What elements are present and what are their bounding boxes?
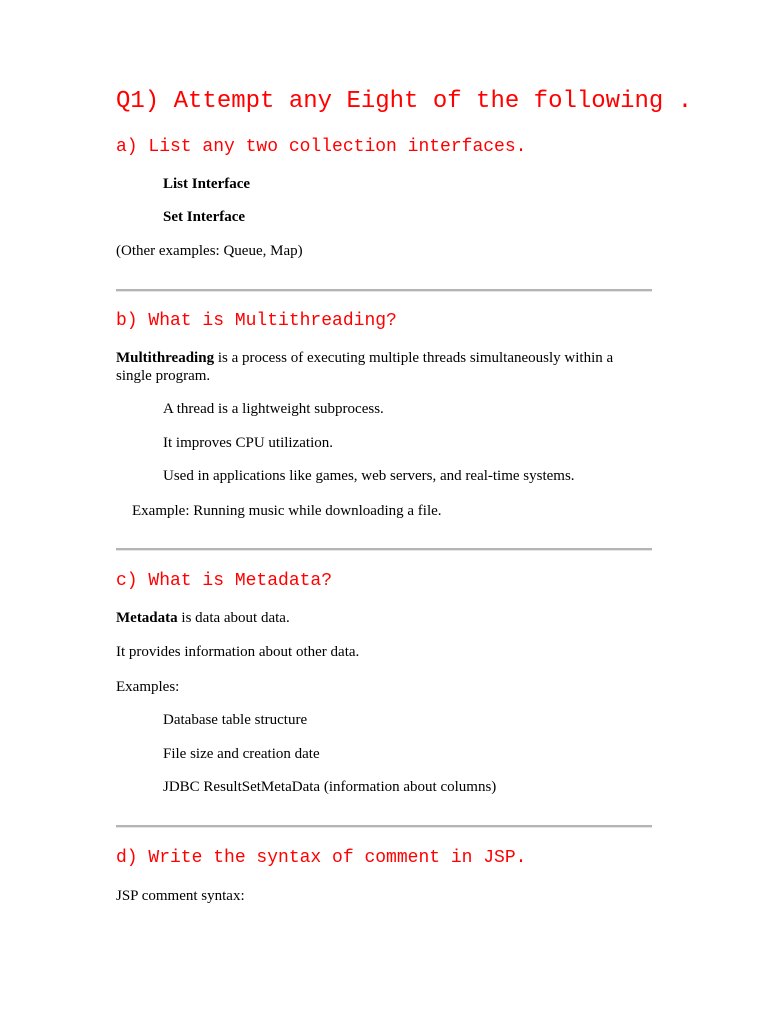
section-a-item: Set Interface: [163, 209, 246, 225]
section-c-intro-term: Metadata: [116, 610, 178, 626]
section-a-note: (Other examples: Queue, Map): [116, 243, 303, 259]
section-b-intro-text: is a process of executing multiple threads simultaneously within a single program.: [116, 350, 614, 384]
section-c-intro: [116, 609, 290, 627]
section-c-example: File size and creation date: [163, 746, 320, 762]
section-c-intro-text: is data about data.: [177, 610, 290, 626]
section-b-point: Used in applications like games, web servers, and real-time systems.: [163, 468, 575, 484]
section-divider: [116, 825, 652, 828]
question-title: Q1) Attempt any Eight of the following .: [116, 88, 693, 115]
section-b-example: Example: Running music while downloading a file.: [132, 503, 442, 519]
section-b-heading: b) What is Multithreading?: [116, 311, 397, 331]
section-c-example: Database table structure: [163, 712, 308, 728]
section-b-point: A thread is a lightweight subprocess.: [163, 401, 384, 417]
section-c-example: JDBC ResultSetMetaData (information about columns): [163, 779, 497, 795]
section-a-heading: a) List any two collection interfaces.: [116, 137, 527, 157]
section-b-intro-term: Multithreading: [116, 350, 215, 366]
section-b-point: It improves CPU utilization.: [163, 435, 333, 451]
section-divider: [116, 289, 652, 292]
section-d-line: JSP comment syntax:: [116, 888, 245, 904]
section-divider: [116, 548, 652, 551]
section-c-heading: c) What is Metadata?: [116, 571, 333, 591]
section-c-line: It provides information about other data.: [116, 644, 360, 660]
section-d-heading: d) Write the syntax of comment in JSP.: [116, 848, 527, 868]
section-c-examples-label: Examples:: [116, 679, 180, 695]
section-a-item: List Interface: [163, 176, 251, 192]
section-b-intro: [116, 349, 652, 385]
